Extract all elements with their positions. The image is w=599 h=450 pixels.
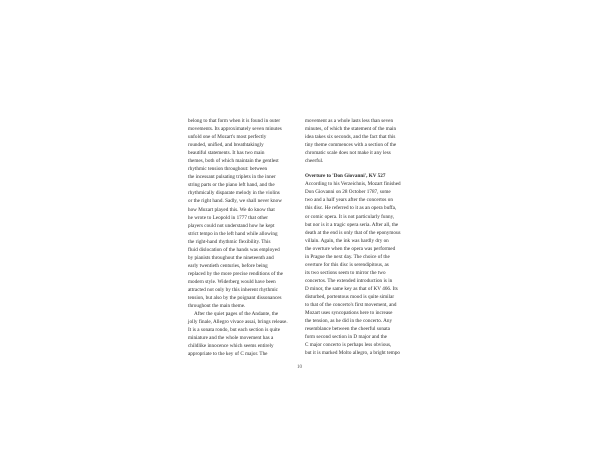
text-line: jolly finale, Allegro vivace assai, brings release. xyxy=(188,319,288,326)
text-line: miniature and the whole movement has a xyxy=(188,335,274,342)
section-heading: Overture to 'Don Giovanni', KV 527 xyxy=(305,173,386,180)
text-line: replaced by the more precise renditions of the xyxy=(188,270,283,277)
text-line: disturbed, portentous mood is quite similar xyxy=(305,293,395,300)
page-number: 10 xyxy=(297,365,302,370)
text-line: players could not understand how he kept xyxy=(188,222,275,229)
text-line: movements. Its approximately seven minutes xyxy=(188,126,282,133)
text-line: the overture when the opera was performed xyxy=(305,245,396,252)
text-line: Mozart uses syncopations here to increase xyxy=(305,310,393,317)
text-line: After the quiet pages of the Andante, the xyxy=(194,311,279,318)
text-line: D minor, the same key as that of KV 466. Its xyxy=(305,285,398,292)
text-line: Don Giovanni on 28 October 1787, some xyxy=(305,189,391,196)
text-line: or the right hand. Sadly, we shall never know xyxy=(188,198,282,205)
text-line: childlike innocence which seems entirely xyxy=(188,343,274,350)
text-line: movement as a whole lasts less than seven xyxy=(305,118,394,124)
text-line: It is a sonata rondo, but each section is quite xyxy=(188,327,281,334)
text-line: string parts or the piano left hand, and the xyxy=(188,182,275,189)
right-column-body xyxy=(305,180,417,357)
text-line: the right-hand rhythmic flexibility. This xyxy=(188,238,271,245)
text-line: idea takes six seconds, and the fact that this xyxy=(305,134,396,141)
text-line: throughout the main theme. xyxy=(188,303,246,310)
text-line: but nor is it a tragic opera seria. After all, the xyxy=(305,221,399,228)
text-line: appropriate to the key of C major. The xyxy=(188,351,268,358)
text-line: he wrote to Leopold in 1777 that other xyxy=(188,214,268,221)
text-line: death at the end is only that of the eponymous xyxy=(305,229,401,236)
text-line: form second section in D major and the xyxy=(305,334,387,341)
text-line: the incessant pulsating triplets in the inner xyxy=(188,174,276,181)
text-line: by pianists throughout the nineteenth and xyxy=(188,254,274,261)
text-line: C major concerto is perhaps less obvious, xyxy=(305,342,392,349)
text-line: to that of the concerto's first movement, and xyxy=(305,302,397,309)
text-line: two and a half years after the concertos on xyxy=(305,197,393,204)
text-line: modern style. Widerberg would have been xyxy=(188,278,276,285)
text-line: tiny theme commences with a section of the xyxy=(305,142,397,149)
text-line: belong to that form when it is found in outer xyxy=(188,118,281,124)
text-line: or comic opera. It is not particularly funny, xyxy=(305,213,395,220)
text-line: early twentieth centuries, before being xyxy=(188,262,268,269)
text-line: rhythmically disparate melody in the violins xyxy=(188,190,280,197)
paragraph-spacer xyxy=(305,165,417,172)
text-line: overture for this disc is serendipitous, as xyxy=(305,261,389,268)
text-line: this disc. He referred to it as an opera buffa, xyxy=(305,205,397,212)
text-line: unfold one of Mozart's most perfectly xyxy=(188,134,267,141)
text-line: but it is marked Molto allegro, a bright tempo xyxy=(305,350,401,357)
text-line: chromatic scale does not make it any less xyxy=(305,150,391,157)
text-line: in Prague the next day. The choice of the xyxy=(305,253,390,260)
text-line: resemblance between the cheerful sonata xyxy=(305,326,390,333)
left-text-column xyxy=(188,117,300,358)
text-line: tension, but also by the poignant dissonances xyxy=(188,295,282,302)
text-line: rounded, unified, and breathtakingly xyxy=(188,142,264,149)
text-line: villain. Again, the ink was hardly dry on xyxy=(305,237,389,244)
text-line: According to his Verzeichnis, Mozart finished xyxy=(305,181,401,188)
text-line: fluid dislocation of the hands was employed xyxy=(188,246,280,253)
text-line: cheerful. xyxy=(305,158,324,165)
text-line: rhythmic tension throughout: between xyxy=(188,166,268,173)
text-line: the tension, as he did in the concerto. Any xyxy=(305,318,393,325)
text-line: strict tempo in the left hand while allowing xyxy=(188,230,278,237)
text-line: beautiful statements. It has two main xyxy=(188,150,265,157)
text-line: its two sections seem to mirror the two xyxy=(305,269,386,276)
text-line: themes, both of which maintain the gentlest xyxy=(188,158,279,165)
text-line: how Mozart played this. We do know that xyxy=(188,206,275,213)
text-line: concertos. The extended introduction is in xyxy=(305,277,393,284)
text-line: minutes, of which the statement of the main xyxy=(305,126,397,133)
right-column-continuation xyxy=(305,117,417,165)
right-text-column xyxy=(305,117,417,357)
text-line: attracted not only by this inherent rhythmic xyxy=(188,286,278,293)
